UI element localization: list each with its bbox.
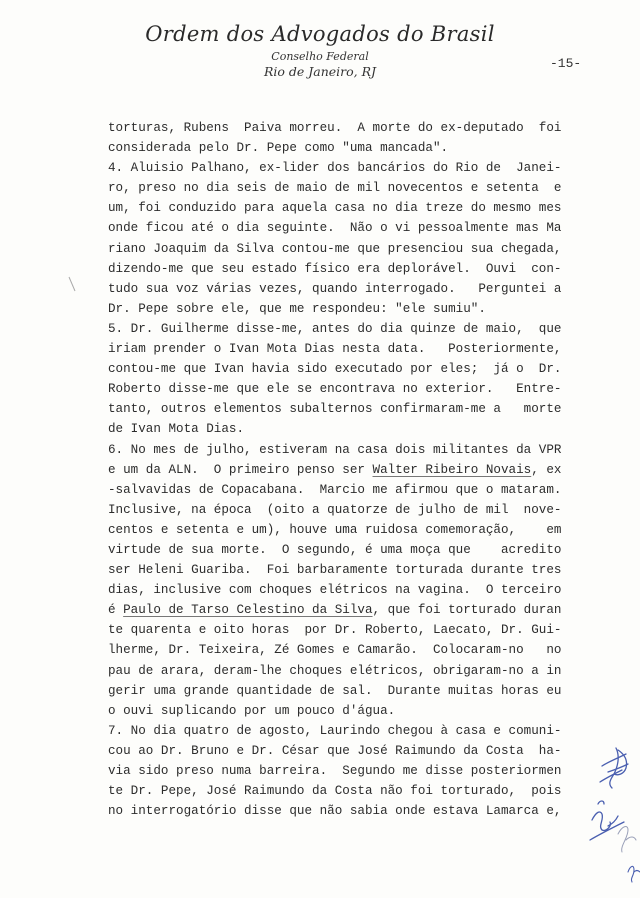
text-line: um, foi conduzido para aquela casa no dia treze do mesmo mes (108, 201, 562, 216)
text-line: ro, preso no dia seis de maio de mil novecentos e setenta e (108, 181, 562, 196)
text-line: dizendo-me que seu estado físico era deplorável. Ouvi con- (108, 261, 562, 276)
text-line: tanto, outros elementos subalternos confirmaram-me a morte (108, 402, 562, 417)
text-line: no interrogatório disse que não sabia onde estava Lamarca e, (108, 804, 562, 819)
text-line: te quarenta e oito horas por Dr. Roberto, Laecato, Dr. Gui- (108, 623, 562, 638)
letterhead-organization: Ordem dos Advogados do Brasil (145, 22, 495, 46)
text-line: 6. No mes de julho, estiveram na casa dois militantes da VPR (108, 442, 562, 457)
text-segment: , ex (531, 462, 562, 477)
text-segment: é (108, 603, 124, 618)
text-line: cou ao Dr. Bruno e Dr. César que José Raimundo da Costa ha- (108, 743, 562, 758)
text-line: contou-me que Ivan havia sido executado por eles; já o Dr. (108, 362, 562, 377)
text-line: considerada pelo Dr. Pepe como "uma mancada". (108, 141, 449, 156)
text-line: iriam prender o Ivan Mota Dias nesta data. Posteriormente, (108, 342, 562, 357)
underlined-name: Walter Ribeiro Novais (372, 462, 532, 477)
underlined-name: Paulo de Tarso Celestino da Silva (123, 603, 373, 618)
margin-tick-mark (66, 275, 80, 295)
text-line: via sido preso numa barreira. Segundo me disse posteriormen (108, 764, 562, 778)
document-body (108, 118, 562, 821)
text-line: onde ficou até o dia seguinte. Não o vi pessoalmente mas Ma (108, 221, 562, 236)
letterhead-council: Conselho Federal (271, 50, 369, 63)
text-line: de Ivan Mota Dias. (108, 422, 245, 437)
text-line: lherme, Dr. Teixeira, Zé Gomes e Camarão. Colocaram-no no (108, 643, 562, 658)
text-line: ser Heleni Guariba. Foi barbaramente torturada durante tres (108, 563, 562, 578)
text-line: virtude de sua morte. O segundo, é uma moça que acredito (108, 542, 562, 557)
text-line: 5. Dr. Guilherme disse-me, antes do dia quinze de maio, que (108, 321, 562, 336)
text-line: pau de arara, deram-lhe choques elétricos, obrigaram-no a in (108, 663, 562, 678)
text-line: riano Joaquim da Silva contou-me que presenciou sua chegada, (108, 241, 562, 256)
text-line: torturas, Rubens Paiva morreu. A morte do ex-deputado foi (108, 121, 562, 135)
text-segment: e um da ALN. O primeiro penso ser (108, 462, 373, 477)
text-line: -salvavidas de Copacabana. Marcio me afirmou que o mataram. (108, 482, 562, 497)
text-line: te Dr. Pepe, José Raimundo da Costa não foi torturado, pois (108, 784, 562, 799)
text-line: Inclusive, na época (oito a quatorze de julho de mil nove- (108, 502, 562, 517)
text-segment: , que foi torturado duran (372, 603, 562, 618)
text-line: 4. Aluisio Palhano, ex-lider dos bancários do Rio de Janei- (108, 161, 562, 176)
text-line (108, 600, 562, 620)
text-line: gerir uma grande quantidade de sal. Durante muitas horas eu (108, 683, 562, 698)
text-line: Roberto disse-me que ele se encontrava no exterior. Entre- (108, 382, 562, 397)
text-line (108, 460, 562, 480)
handwritten-initials-signature (588, 744, 640, 898)
text-line: dias, inclusive com choques elétricos na vagina. O terceiro (108, 583, 562, 598)
text-line: tudo sua voz várias vezes, quando interrogado. Perguntei a (108, 281, 562, 296)
letterhead-city: Rio de Janeiro, RJ (263, 64, 377, 79)
text-line: Dr. Pepe sobre ele, que me respondeu: "ele sumiu". (108, 301, 486, 316)
text-line: o ouvi suplicando por um pouco d'água. (108, 703, 396, 718)
text-line: 7. No dia quatro de agosto, Laurindo chegou à casa e comuni- (108, 723, 562, 738)
text-line: centos e setenta e um), houve uma ruidosa comemoração, em (108, 522, 562, 537)
page-number: -15- (550, 56, 582, 71)
